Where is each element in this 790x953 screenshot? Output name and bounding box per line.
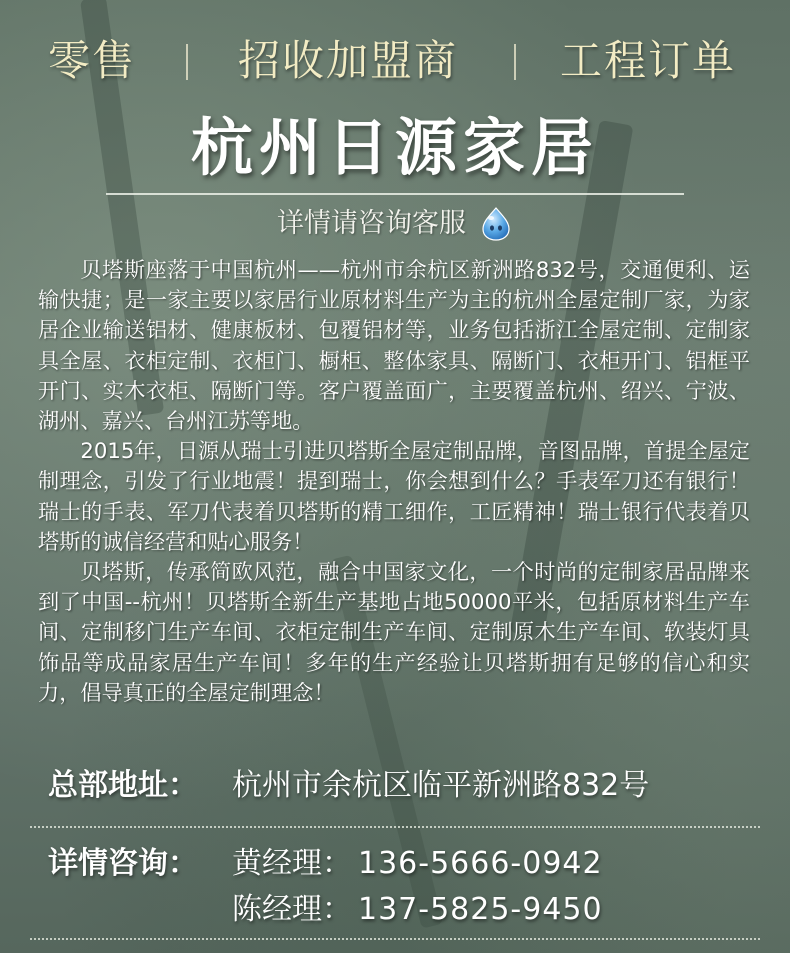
dotted-divider — [30, 826, 760, 828]
description-paragraph-2: 2015年，日源从瑞士引进贝塔斯全屋定制品牌，音图品牌，首提全屋定制理念，引发了行业地震！提到瑞士，你会想到什么？手表军刀还有银行！瑞士的手表、军刀代表着贝塔斯的精工细作，工匠精神！瑞士银行代表着贝塔斯的诚信经营和贴心服务！ — [38, 438, 750, 554]
contact-name: 陈经理： — [232, 892, 352, 927]
customer-service-text: 详情请咨询客服 — [276, 208, 466, 239]
contact-person-1 — [232, 840, 603, 888]
nav-item-project-orders[interactable]: 工程订单 — [560, 36, 737, 85]
description-paragraph-3: 贝塔斯，传承简欧风范，融合中国家文化，一个时尚的定制家居品牌来到了中国--杭州！贝塔斯全新生产基地占地50000平米，包括原材料生产车间、定制移门生产车间、衣柜定制生产车间、定制原木生产车间、软装灯具饰品等成品家居生产车间！多年的生产经验让贝塔斯拥有足够的信心和实力，倡导真正的全屋定制理念！ — [38, 559, 750, 705]
top-navigation — [0, 30, 790, 92]
address-value: 杭州市余杭区临平新洲路832号 — [232, 768, 650, 803]
contact-phone[interactable]: 137-5825-9450 — [358, 892, 603, 927]
description-paragraph-1: 贝塔斯座落于中国杭州——杭州市余杭区新洲路832号，交通便利、运输快捷；是一家主要以家居行业原材料生产为主的杭州全屋定制厂家，为家居企业输送铝材、健康板材、包覆铝材等，业务包括浙江全屋定制、定制家具全屋、衣柜定制、衣柜门、橱柜、整体家具、隔断门、衣柜开门、铝框平开门、实木衣柜、隔断门等。客户覆盖面广，主要覆盖杭州、绍兴、宁波、湖州、嘉兴、台州江苏等地。 — [38, 257, 750, 434]
nav-separator — [186, 44, 188, 80]
company-description — [38, 255, 750, 708]
contact-person-2 — [232, 886, 603, 934]
address-row — [0, 760, 790, 812]
dotted-divider — [30, 938, 760, 940]
address-label: 总部地址： — [48, 768, 198, 803]
contact-name: 黄经理： — [232, 846, 352, 881]
contact-phone[interactable]: 136-5666-0942 — [358, 846, 603, 881]
customer-service-row — [0, 202, 790, 246]
contact-block — [0, 838, 790, 938]
contact-label: 详情咨询： — [48, 846, 198, 881]
page-title: 杭州日源家居 — [190, 111, 599, 184]
qq-penguin-icon[interactable] — [479, 206, 513, 242]
nav-item-retail[interactable]: 零售 — [48, 36, 137, 85]
nav-item-franchise[interactable]: 招收加盟商 — [238, 36, 459, 85]
nav-separator — [514, 44, 516, 80]
title-divider — [106, 193, 684, 195]
